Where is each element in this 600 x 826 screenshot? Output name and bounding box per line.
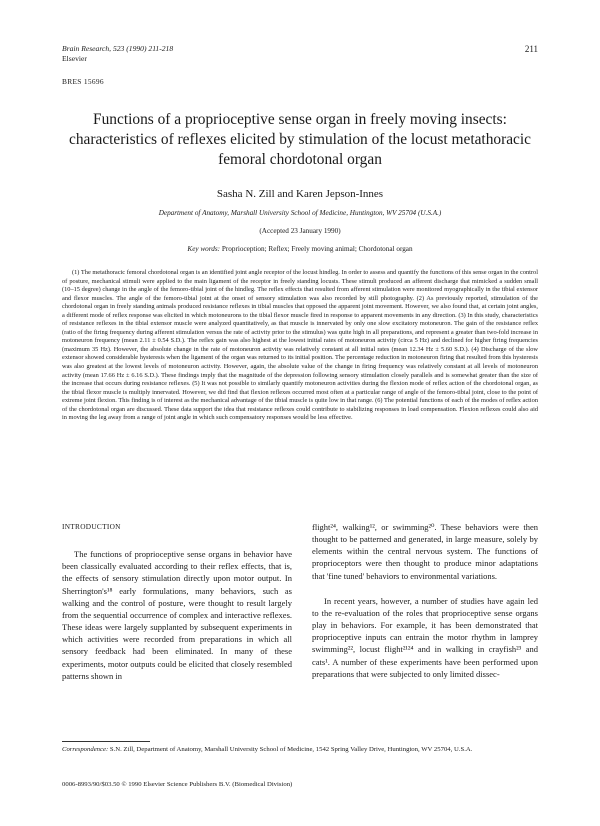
paragraph: flight²⁴, walking¹², or swimming²⁰. These behaviors were then thought to be patterned and generated, in large measure, solely by elements within the central nervous system. The functions of proprioceptors were then thought to produce minor adaptations that 'fine tuned' behaviors to environmental variations. [312, 522, 538, 581]
body-column-right [312, 521, 538, 680]
article-title: Functions of a proprioceptive sense organ in freely moving insects: characteristics of reflexes elicited by stimulation of the locust metathoracic femoral chordotonal organ [69, 111, 531, 168]
abstract [62, 269, 538, 423]
correspondence [62, 745, 538, 754]
article-code: BRES 15696 [62, 77, 104, 86]
journal-citation [62, 44, 173, 64]
copyright-line: 0006-8993/90/$03.50 © 1990 Elsevier Science Publishers B.V. (Biomedical Division) [62, 781, 293, 788]
keywords [62, 245, 538, 253]
body-column-left [62, 521, 292, 682]
keywords-label: Key words: [187, 245, 221, 253]
journal-name: Brain Research, 523 (1990) 211-218 [62, 44, 174, 53]
accepted-date: (Accepted 23 January 1990) [259, 227, 341, 235]
section-heading: INTRODUCTION [62, 522, 121, 531]
correspondence-text: S.N. Zill, Department of Anatomy, Marshall University School of Medicine, 1542 Spring Valley Drive, Huntington, WV 25704, U.S.A. [109, 746, 473, 753]
footnote-divider [62, 741, 150, 742]
paragraph: The functions of proprioceptive sense organs in behavior have been classically evaluated according to their reflex effects, that is, the effects of sensory stimulation directly upon motor output. In Sherrington's¹⁸ early formulations, many behaviors, such as walking and the control of posture, were thought to result largely from the sequential occurrence of complex and interactive reflexes. These ideas were largely supplanted by subsequent experiments in which activities were recorded from preparations in which all sensory feedback had been eliminated. In many of these experiments, motor outputs could be elicited that closely resembled patterns shown in [62, 549, 292, 681]
authors: Sasha N. Zill and Karen Jepson-Innes [216, 188, 384, 200]
paragraph: In recent years, however, a number of studies have again led to the re-evaluation of the roles that proprioceptive sense organs play in behaviors. For example, it has been demonstrated that proprioceptive inputs can entrain the motor rhythm in lamprey swimming²², locust flight²¹²⁴ and in walking in crayfish²³ and cats¹. A number of these experiments have been performed upon preparations that were subjected to only limited dissec- [312, 595, 538, 679]
abstract-text: (1) The metathoracic femoral chordotonal organ is an identified joint angle receptor of the locust hindleg. In order to assess and quantify the functions of this sense organ in the control of posture, mechanical stimuli were applied to the main ligament of the receptor in freely standing locusts. These stimuli produced an afferent discharge that mimicked a sudden small (10–15 degree) change in the angle of the femoro-tibial joint of the hindleg. The reflex effects that resulted from afferent stimulation were monitored myographically in the tibial extensor and flexor muscles. The angle of the femoro-tibial joint at the onset of sensory stimulation was also recorded by still photography. (2) As previously reported, stimulation of the chordotonal organ in freely standing animals produced resistance reflexes in tibial muscles that opposed the apparent joint movement. However, we also found that, at certain joint angles, a different mode of reflex response was elicited in which motoneurons to the tibial flexor muscle fired in response to apparent movements in any direction. (3) In this study, characteristics of resistance reflexes in the tibial extensor muscle were analyzed quantitatively, as that muscle is innervated by only one slow excitatory motoneuron. The gain of the resistance reflex (ratio of the firing frequency during afferent stimulation versus the rate of activity prior to the stimulus) was quite high in all preparations, and represent a greater than two-fold increase in motoneuron frequency (mean 2.11 ± 0.54 S.D.). The reflex gain was also highest at the lowest initial rates of motoneuron activity (circa 5 Hz) and declined for higher firing frequencies (maximum 35 Hz). However, the absolute change in the rate of motoneuron activity was relatively constant at all initial rates (mean 12.34 Hz ± 5.60 S.D.). (4) Discharge of the slow extensor showed considerable hysteresis when the ligament of the organ was returned to its initial position. The percentage reduction in motoneuron firing that resulted from this hysteresis was also greatest at the lowest levels of motoneuron activity. However, again, the absolute value of the change in firing frequency was relatively constant at all levels of motoneuron activity (mean 17.66 Hz ± 6.16 S.D.). These findings imply that the magnitude of the depression following sensory stimulation closely parallels and is somewhat greater than the size of the increase that occurs during resistance reflexes. (5) It was not possible to similarly quantify motoneuron activities during the flexion mode of reflex action of the chordotonal organ, as the tibial flexor muscle is multiply innervated. However, we did find that flexion reflexes occurred most often at a particular range of angle of the femoro-tibial joint, close to the point of extreme joint flexion. This finding is of interest as the mechanical advantage of the tibial muscle is quite low in that range. (6) The potential functions of each of the modes of reflex action of the chordotonal organ are discussed. These data support the idea that resistance reflexes could contribute to stabilizing responses in load compensation. Flexion reflexes could also aid in moving the leg away from a range of joint angle in which such compensatory responses would be less effective. [62, 269, 538, 422]
affiliation: Department of Anatomy, Marshall University School of Medicine, Huntington, WV 25704 (U.S.A.) [158, 209, 442, 217]
page-number: 211 [524, 44, 538, 54]
publisher-name: Elsevier [62, 54, 87, 63]
keywords-text: Proprioception; Reflex; Freely moving animal; Chordotonal organ [221, 245, 413, 253]
correspondence-label: Correspondence: [62, 746, 109, 753]
